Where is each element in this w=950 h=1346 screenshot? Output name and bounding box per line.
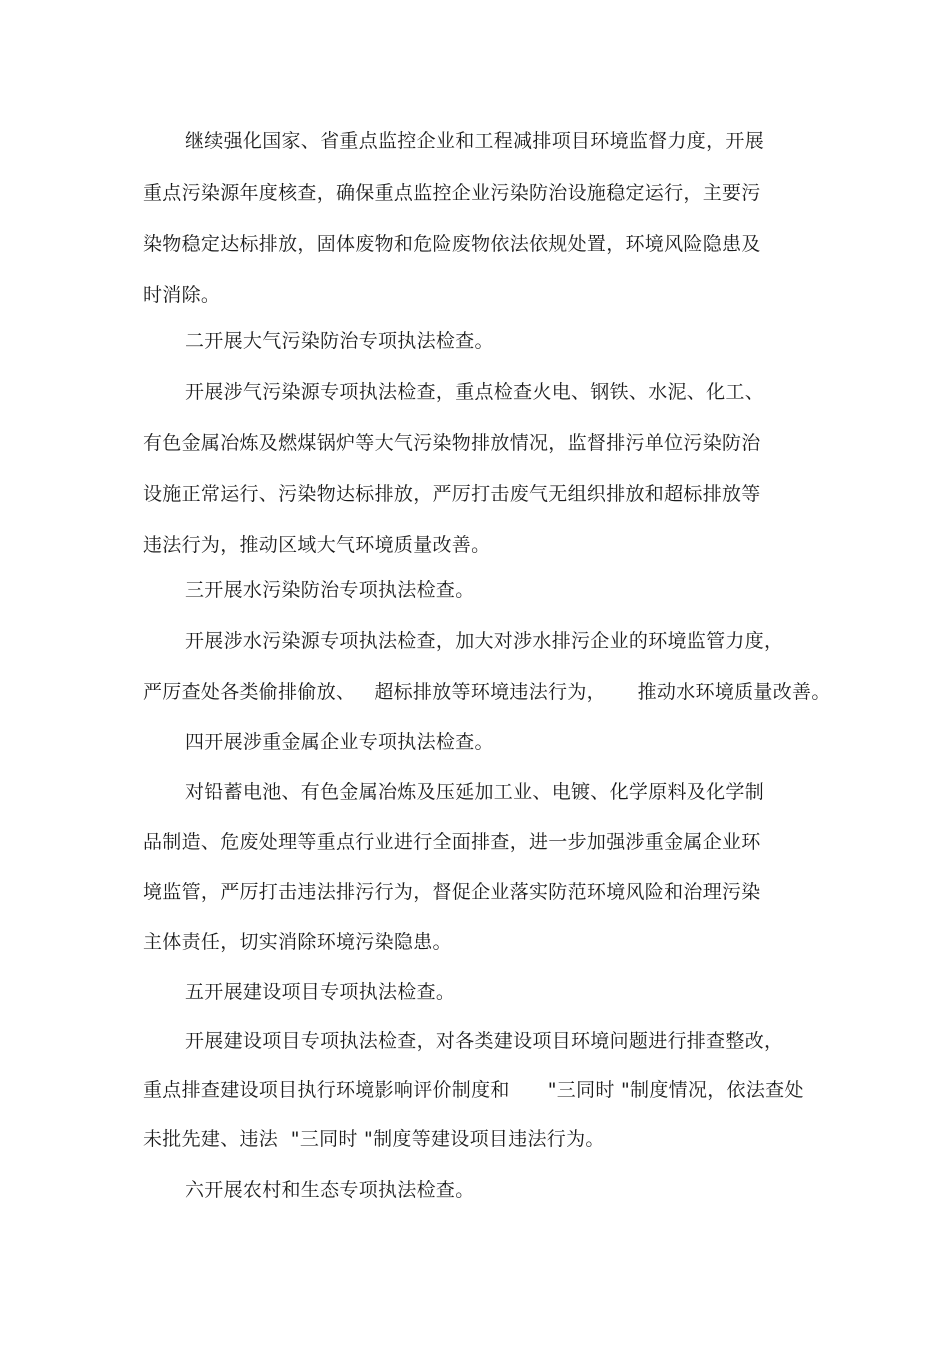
paragraph-line: 未批先建、违法 "三同时 "制度等建设项目违法行为。 xyxy=(143,1128,605,1150)
paragraph-line: 对铅蓄电池、有色金属冶炼及压延加工业、电镀、化学原料及化学制 xyxy=(185,781,765,803)
section-heading: 六开展农村和生态专项执法检查。 xyxy=(185,1179,475,1201)
paragraph-line: 开展建设项目专项执法检查，对各类建设项目环境问题进行排查整改， xyxy=(185,1030,784,1052)
paragraph-line: 违法行为，推动区域大气环境质量改善。 xyxy=(143,534,491,556)
paragraph-line: 主体责任，切实消除环境污染隐患。 xyxy=(143,931,452,953)
paragraph-line: 有色金属冶炼及燃煤锅炉等大气污染物排放情况，监督排污单位污染防治 xyxy=(143,432,761,454)
section-heading: 五开展建设项目专项执法检查。 xyxy=(185,981,456,1003)
section-heading: 三开展水污染防治专项执法检查。 xyxy=(185,579,475,601)
paragraph-line: 境监管，严厉打击违法排污行为，督促企业落实防范环境风险和治理污染 xyxy=(143,881,761,903)
paragraph-line: 开展涉水污染源专项执法检查，加大对涉水排污企业的环境监管力度， xyxy=(185,630,784,652)
paragraph-line: 染物稳定达标排放，固体废物和危险废物依法依规处置，环境风险隐患及 xyxy=(143,233,761,255)
paragraph-line: 时消除。 xyxy=(143,284,221,306)
section-heading: 四开展涉重金属企业专项执法检查。 xyxy=(185,731,494,753)
section-heading: 二开展大气污染防治专项执法检查。 xyxy=(185,330,494,352)
paragraph-line: 重点污染源年度核查，确保重点监控企业污染防治设施稳定运行，主要污 xyxy=(143,182,761,204)
paragraph-line: 严厉查处各类偷排偷放、 超标排放等环境违法行为， 推动水环境质量改善。 xyxy=(143,681,831,703)
paragraph-line: 品制造、危废处理等重点行业进行全面排查，进一步加强涉重金属企业环 xyxy=(143,831,761,853)
paragraph-line: 继续强化国家、省重点监控企业和工程减排项目环境监督力度，开展 xyxy=(185,130,765,152)
paragraph-line: 重点排查建设项目执行环境影响评价制度和 "三同时 "制度情况，依法查处 xyxy=(143,1079,804,1101)
paragraph-line: 设施正常运行、污染物达标排放，严厉打击废气无组织排放和超标排放等 xyxy=(143,483,761,505)
paragraph-line: 开展涉气污染源专项执法检查，重点检查火电、钢铁、水泥、化工、 xyxy=(185,381,765,403)
